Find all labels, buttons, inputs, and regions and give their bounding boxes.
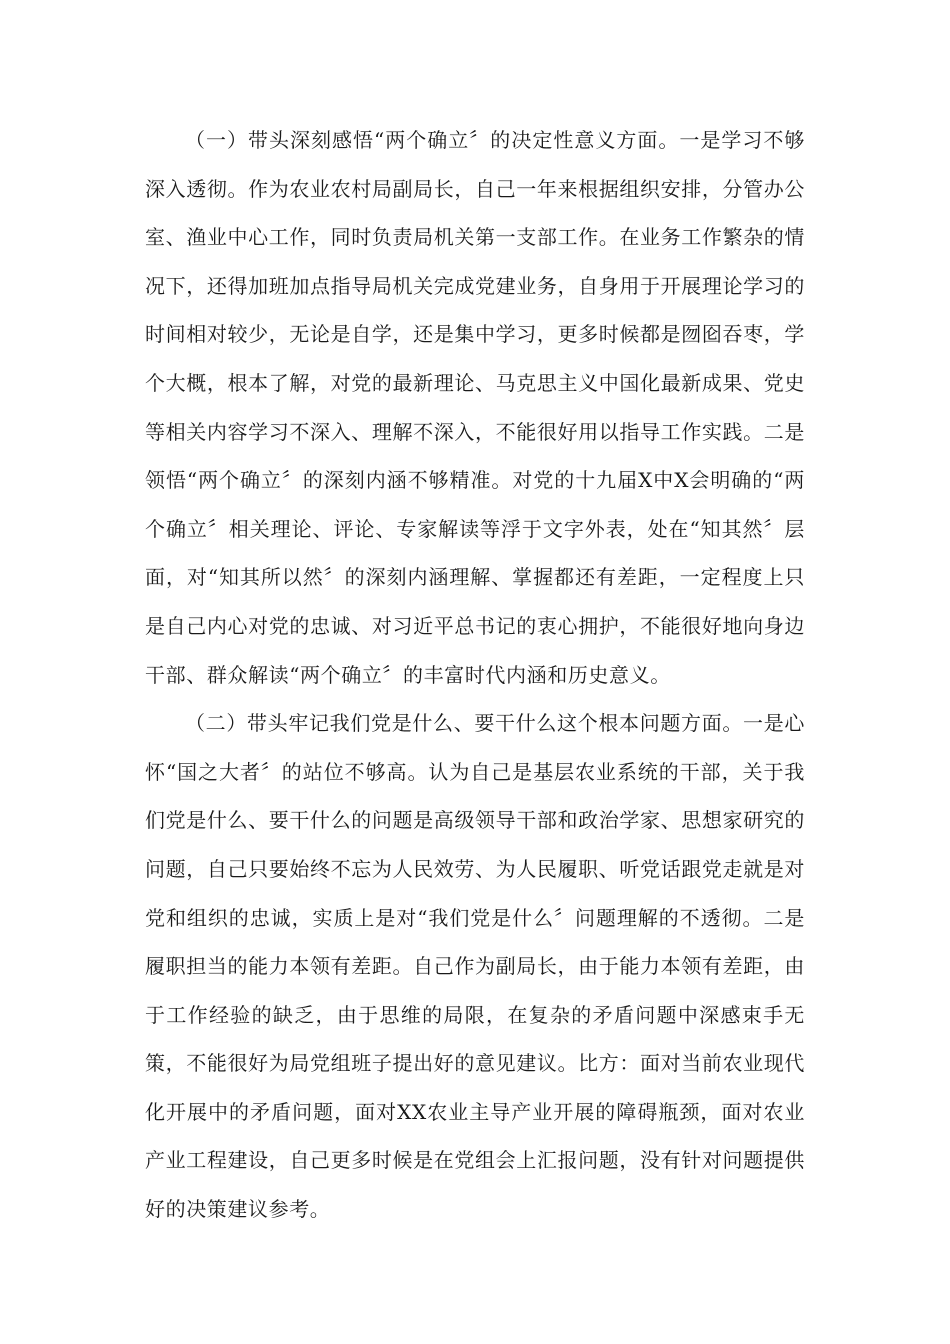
- paragraph-section-one: （一）带头深刻感悟“两个确立〞的决定性意义方面。一是学习不够深入透彻。作为农业农村局副局长，自己一年来根据组织安排，分管办公室、渔业中心工作，同时负责局机关第一支部工作。在业务工作繁杂的情况下，还得加班加点指导局机关完成党建业务，自身用于开展理论学习的时间相对较少，无论是自学，还是集中学习，更多时候都是囫囵吞枣，学个大概，根本了解，对党的最新理论、马克思主义中国化最新成果、党史等相关内容学习不深入、理解不深入，不能很好用以指导工作实践。二是领悟“两个确立〞的深刻内涵不够精准。对党的十九届X中X会明确的“两个确立〞相关理论、评论、专家解读等浮于文字外表，处在“知其然〞层面，对“知其所以然〞的深刻内涵理解、掌握都还有差距，一定程度上只是自己内心对党的忠诚、对习近平总书记的衷心拥护，不能很好地向身边干部、群众解读“两个确立〞的丰富时代内涵和历史意义。: [145, 128, 805, 687]
- document-body: [145, 116, 805, 1234]
- paragraph-section-two: （二）带头牢记我们党是什么、要干什么这个根本问题方面。一是心怀“国之大者〞的站位不够高。认为自己是基层农业系统的干部，关于我们党是什么、要干什么的问题是高级领导干部和政治学家、思想家研究的问题，自己只要始终不忘为人民效劳、为人民履职、听党话跟党走就是对党和组织的忠诚，实质上是对“我们党是什么〞问题理解的不透彻。二是履职担当的能力本领有差距。自己作为副局长，由于能力本领有差距，由于工作经验的缺乏，由于思维的局限，在复杂的矛盾问题中深感束手无策，不能很好为局党组班子提出好的意见建议。比方：面对当前农业现代化开展中的矛盾问题，面对XX农业主导产业开展的障碍瓶颈，面对农业产业工程建设，自己更多时候是在党组会上汇报问题，没有针对问题提供好的决策建议参考。: [145, 711, 805, 1222]
